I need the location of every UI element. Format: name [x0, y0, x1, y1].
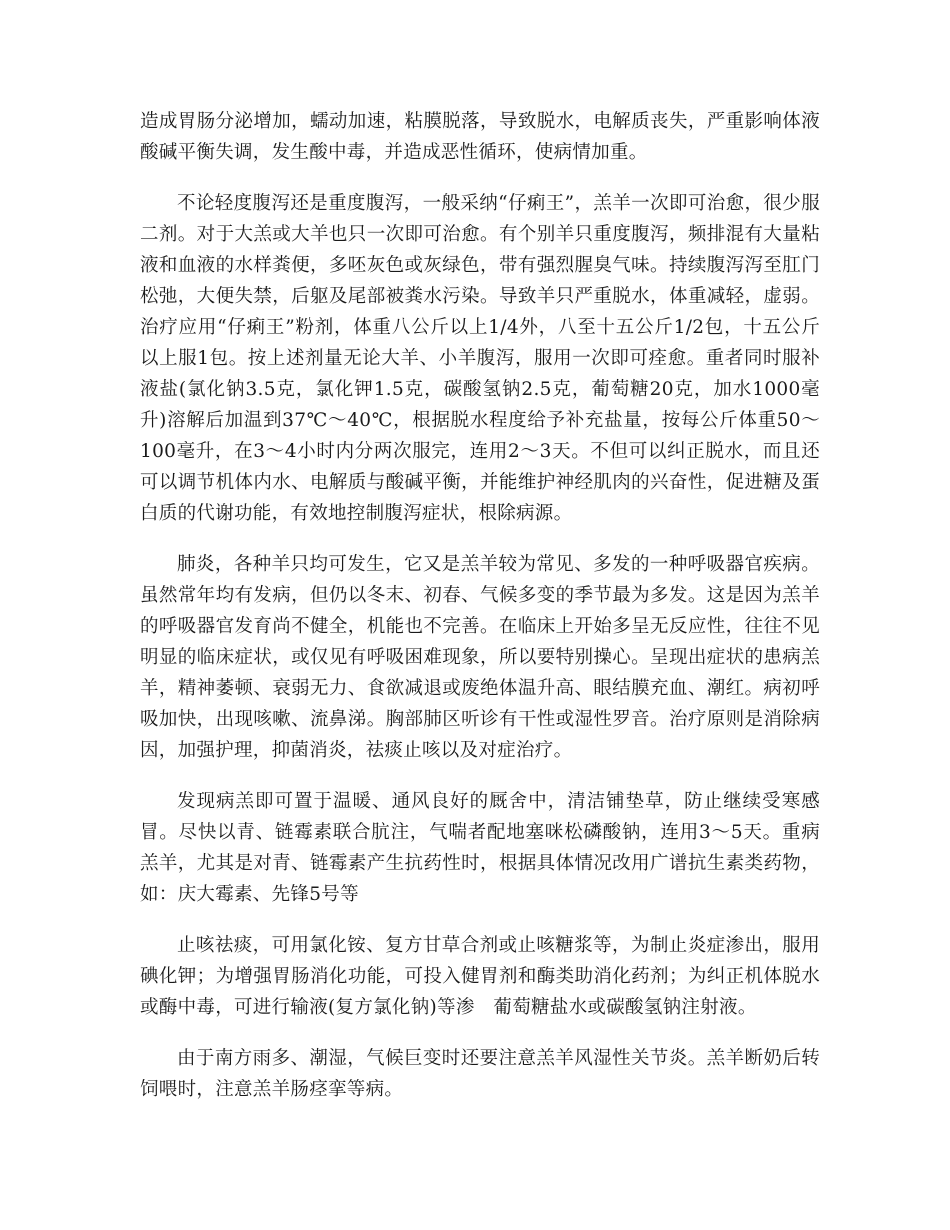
document-body	[140, 106, 820, 1125]
paragraph-1: 造成胃肠分泌增加，蠕动加速，粘膜脱落，导致脱水，电解质丧失，严重影响体液酸碱平衡失调，发生酸中毒，并造成恶性循环，使病情加重。	[140, 111, 820, 163]
paragraph-5: 止咳祛痰，可用氯化铵、复方甘草合剂或止咳糖浆等，为制止炎症渗出，服用碘化钾；为增强胃肠消化功能，可投入健胃剂和酶类助消化药剂；为纠正机体脱水或酶中毒，可进行输液(复方氯化钠)等渗 葡萄糖盐水或碳酸氢钠注射液。	[140, 935, 820, 1018]
paragraph-4: 发现病羔即可置于温暖、通风良好的厩舍中，清洁铺垫草，防止继续受寒感冒。尽快以青、链霉素联合肮注，气喘者配地塞咪松磷酸钠，连用3～5天。重病羔羊，尤其是对青、链霉素产生抗药性时，根据具体情况改用广谱抗生素类药物，如：庆大霉素、先锋5号等	[140, 791, 820, 905]
paragraph-3: 肺炎，各种羊只均可发生，它又是羔羊较为常见、多发的一种呼吸器官疾病。虽然常年均有发病，但仍以冬末、初春、气候多变的季节最为多发。这是因为羔羊的呼吸器官发育尚不健全，机能也不完善。在临床上开始多呈无反应性，往往不见明显的临床症状，或仅见有呼吸困难现象，所以要特别操心。呈现出症状的患病羔羊，精神萎顿、衰弱无力、食欲减退或废绝体温升高、眼结膜充血、潮红。病初呼吸加快，出现咳嗽、流鼻涕。胸部肺区听诊有干性或湿性罗音。治疗原则是消除病因，加强护理，抑菌消炎，祛痰止咳以及对症治疗。	[140, 554, 820, 761]
paragraph-6: 由于南方雨多、潮湿，气候巨变时还要注意羔羊风湿性关节炎。羔羊断奶后转饲喂时，注意羔羊肠痉挛等病。	[140, 1048, 820, 1100]
paragraph-2: 不论轻度腹泻还是重度腹泻，一般采纳“仔痢王”，羔羊一次即可治愈，很少服二剂。对于大羔或大羊也只一次即可治愈。有个别羊只重度腹泻，频排混有大量粘液和血液的水样粪便，多呸灰色或灰绿色，带有强烈腥臭气味。持续腹泻泻至肛门松弛，大便失禁，后躯及尾部被粪水污染。导致羊只严重脱水，体重减轻，虚弱。治疗应用“仔痢王”粉剂，体重八公斤以上1/4外，八至十五公斤1/2包，十五公斤以上服1包。按上述剂量无论大羊、小羊腹泻，服用一次即可痊愈。重者同时服补液盐(氯化钠3.5克，氯化钾1.5克，碳酸氢钠2.5克，葡萄糖20克，加水1000毫升)溶解后加温到37℃～40℃，根据脱水程度给予补充盐量，按每公斤体重50～100毫升，在3～4小时内分两次服完，连用2～3天。不但可以纠正脱水，而且还可以调节机体内水、电解质与酸碱平衡，并能维护神经肌肉的兴奋性，促进糖及蛋白质的代谢功能，有效地控制腹泻症状，根除病源。	[140, 193, 820, 524]
